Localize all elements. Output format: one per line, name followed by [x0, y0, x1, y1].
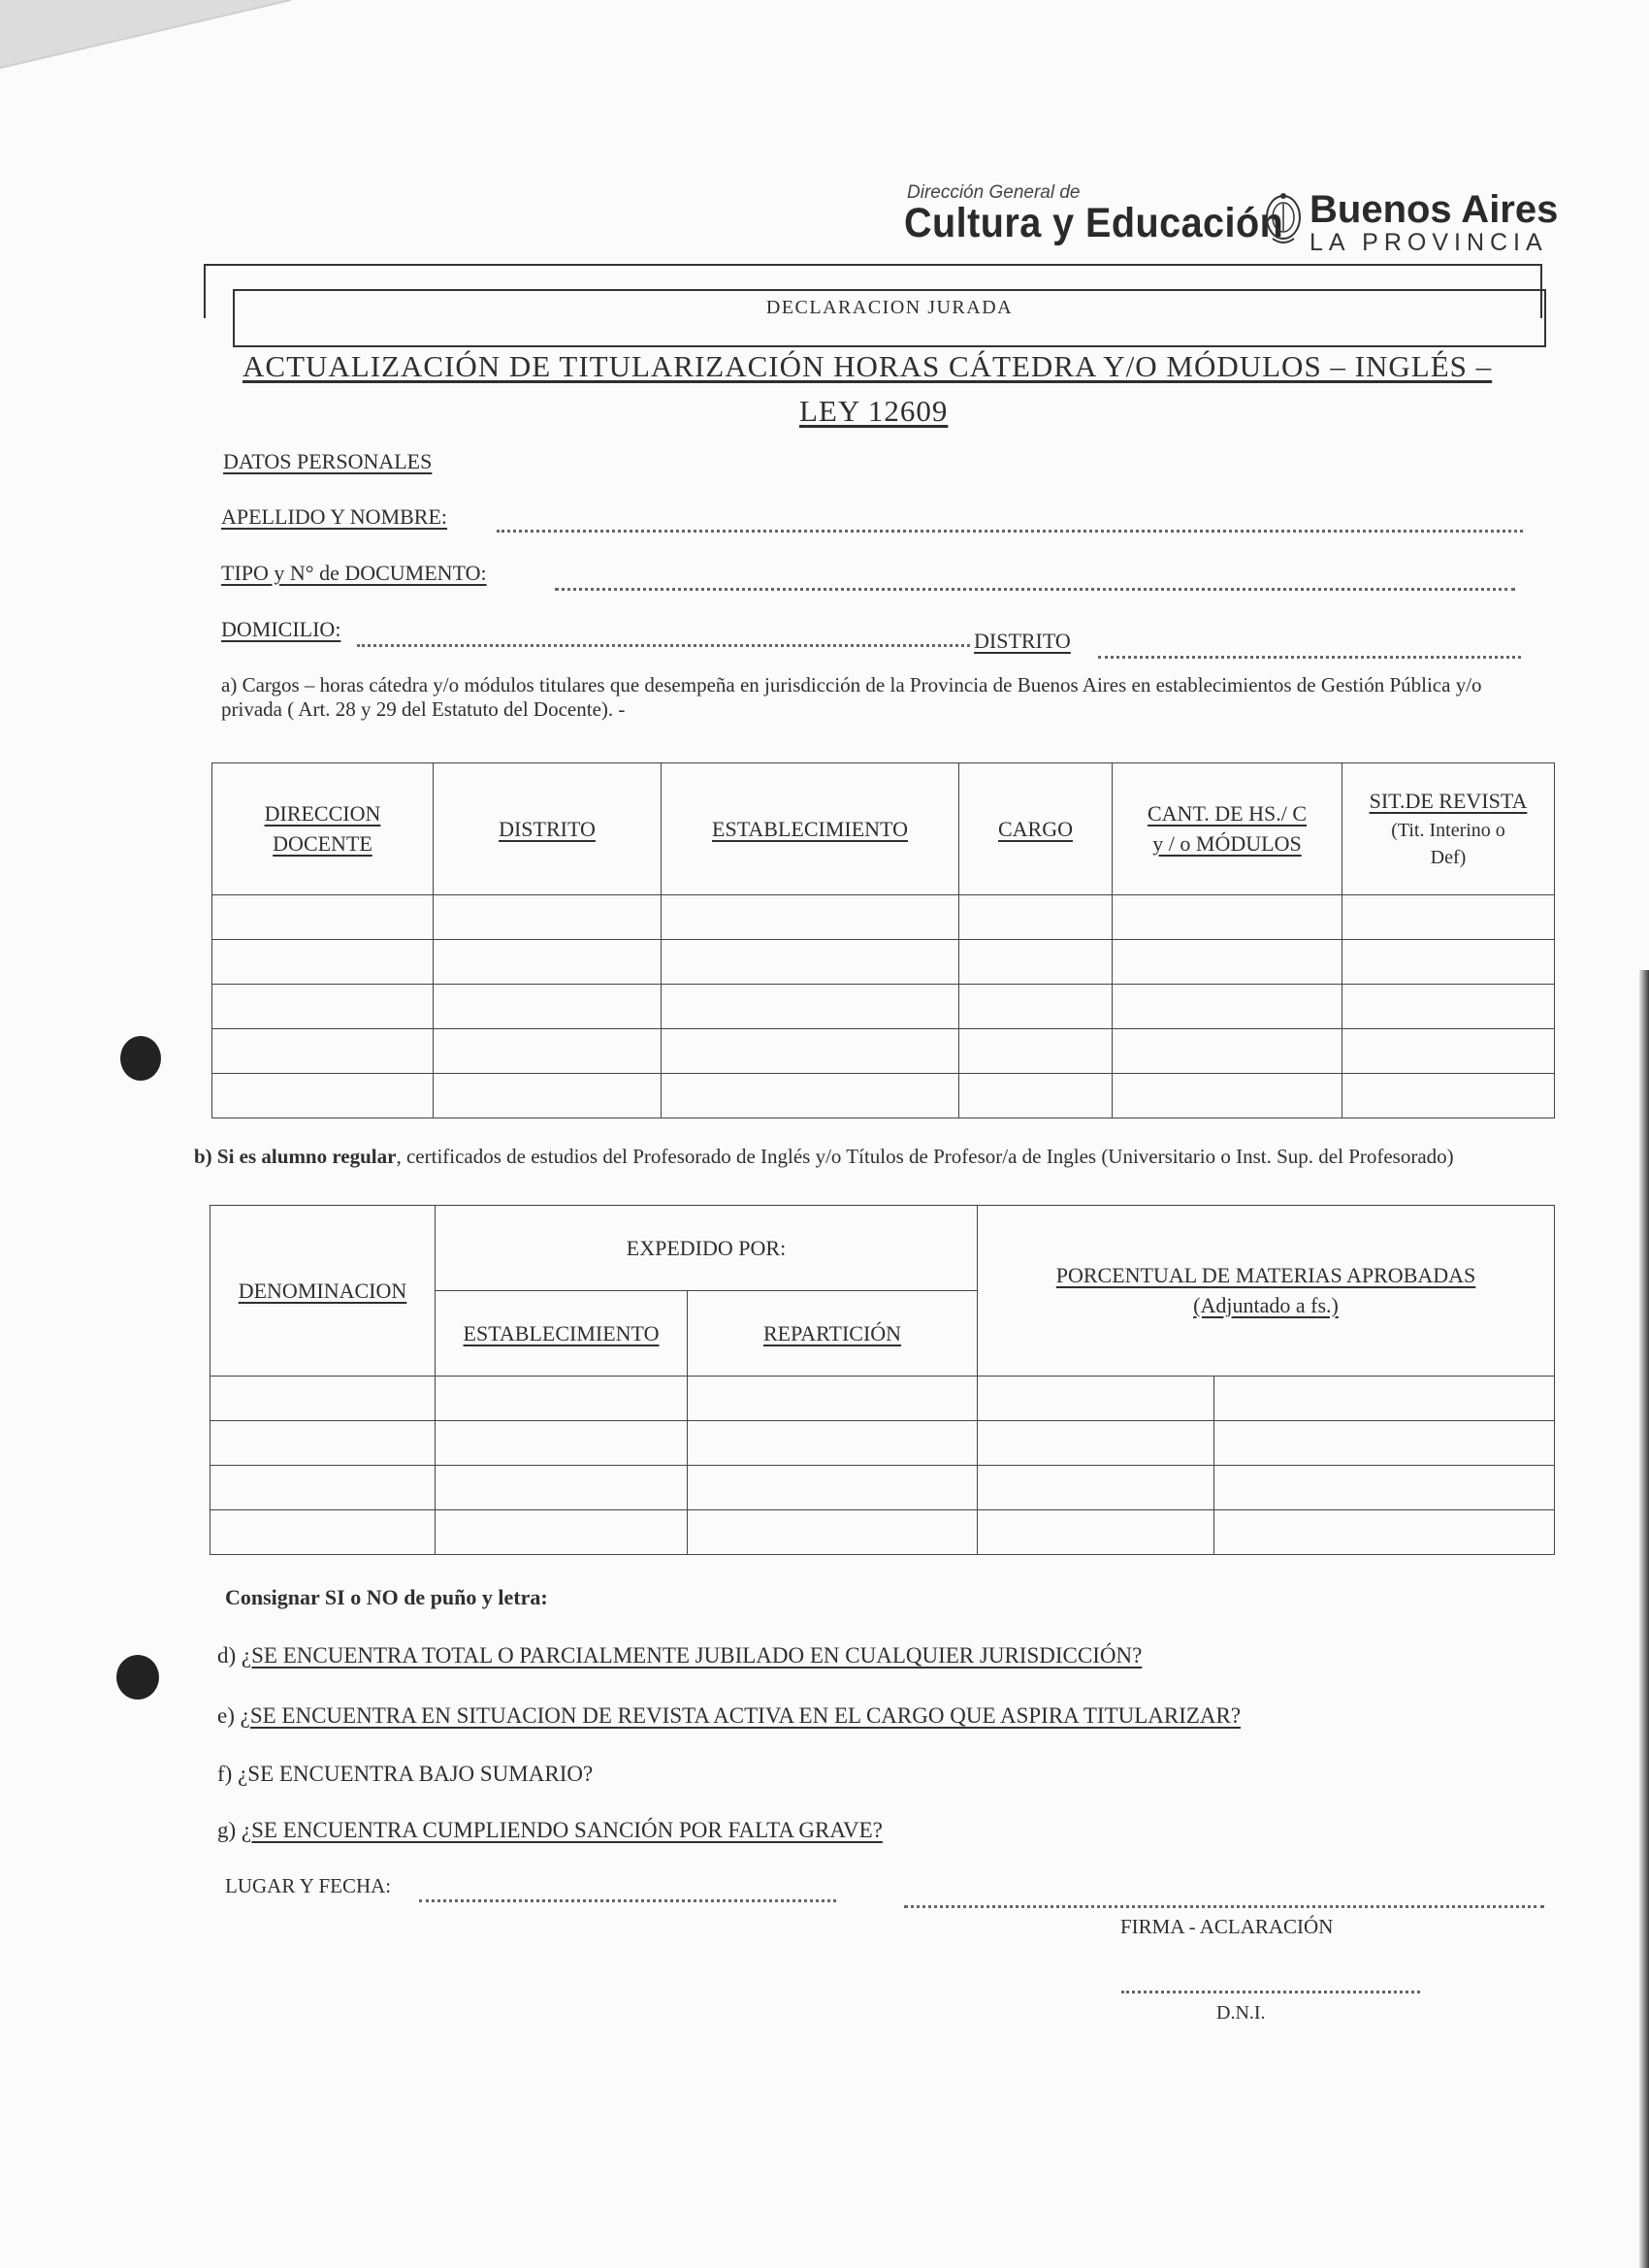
col-porcentual-label: PORCENTUAL DE MATERIAS APROBADAS [1055, 1262, 1476, 1287]
table-cell[interactable] [210, 1466, 436, 1510]
table-cell[interactable] [1342, 895, 1555, 940]
col-expedido-por: EXPEDIDO POR: [436, 1206, 978, 1291]
section-b-text [194, 1145, 1533, 1169]
table-cell[interactable] [434, 1074, 662, 1118]
table-cell[interactable] [1342, 985, 1555, 1029]
district-label: DISTRITO [974, 629, 1071, 653]
col-reparticion: REPARTICIÓN [688, 1291, 978, 1377]
table-cell[interactable] [978, 1466, 1214, 1510]
table-cell[interactable] [959, 940, 1113, 985]
signature-field[interactable] [904, 1905, 1544, 1908]
binder-hole [120, 1036, 161, 1081]
col-cant-hs-label: CANT. DE HS./ C [1148, 800, 1307, 826]
col-establecimiento-b: ESTABLECIMIENTO [436, 1291, 688, 1377]
place-date-label: LUGAR Y FECHA: [225, 1874, 392, 1897]
table-cell[interactable] [1342, 1029, 1555, 1074]
col-direccion-docente [212, 763, 434, 895]
table-cell[interactable] [662, 940, 959, 985]
name-label: APELLIDO Y NOMBRE: [221, 504, 448, 529]
table-cell[interactable] [210, 1421, 436, 1466]
table-cell[interactable] [1214, 1421, 1555, 1466]
table-cell[interactable] [662, 1029, 959, 1074]
page-edge-shadow [1639, 970, 1649, 2268]
table-cell[interactable] [688, 1377, 978, 1421]
personal-data-heading: DATOS PERSONALES [223, 449, 433, 473]
instruction-text: Consignar SI o NO de puño y letra: [225, 1585, 548, 1609]
table-cell[interactable] [212, 985, 434, 1029]
table-cell[interactable] [662, 1074, 959, 1118]
letterhead-province-name: Buenos Aires [1310, 188, 1559, 231]
col-establecimiento: ESTABLECIMIENTO [662, 763, 959, 895]
table-cell[interactable] [436, 1421, 688, 1466]
table-cell[interactable] [662, 985, 959, 1029]
table-cell[interactable] [436, 1377, 688, 1421]
table-cell[interactable] [210, 1510, 436, 1555]
table-row [212, 940, 1555, 985]
col-modulos-label: y / o MÓDULOS [1152, 830, 1302, 856]
table-cell[interactable] [959, 985, 1113, 1029]
table-row [210, 1510, 1555, 1555]
section-a-text: a) Cargos – horas cátedra y/o módulos titulares que desempeña en jurisdicción de la Provincia de Buenos Aires en establecimientos de Gestión Pública y/o privada ( Art. 28 y 29 del Estatuto del Docente). - [221, 673, 1482, 722]
table-cell[interactable] [212, 940, 434, 985]
form-title-line2: LEY 12609 [799, 394, 949, 428]
letterhead-province-label: LA PROVINCIA [1310, 229, 1548, 256]
table-cell[interactable] [212, 1074, 434, 1118]
section-b-lead: b) Si es alumno regular [194, 1145, 397, 1168]
question-e [217, 1703, 1241, 1729]
table-cell[interactable] [1113, 940, 1342, 985]
col-cargo: CARGO [959, 763, 1113, 895]
document-label: TIPO y N° de DOCUMENTO: [221, 561, 487, 585]
table-cell[interactable] [1214, 1466, 1555, 1510]
col-sit-revista-label: SIT.DE REVISTA [1369, 789, 1528, 814]
table-cell[interactable] [1214, 1510, 1555, 1555]
table-cell[interactable] [434, 985, 662, 1029]
table-cell[interactable] [978, 1510, 1214, 1555]
question-e-prefix: e) [217, 1703, 241, 1728]
col-adjuntado-label: (Adjuntado a fs.) [1193, 1292, 1339, 1317]
question-g [217, 1818, 883, 1843]
col-sit-revista [1342, 763, 1555, 895]
table-cell[interactable] [959, 895, 1113, 940]
table-row [210, 1466, 1555, 1510]
table-cell[interactable] [436, 1510, 688, 1555]
col-docente-label: DOCENTE [273, 830, 372, 856]
place-date-field[interactable] [419, 1899, 836, 1902]
col-porcentual [978, 1206, 1555, 1377]
dni-field[interactable] [1121, 1991, 1420, 1993]
table-row [212, 1074, 1555, 1118]
col-distrito: DISTRITO [434, 763, 662, 895]
question-g-prefix: g) [217, 1818, 242, 1842]
table-cell[interactable] [662, 895, 959, 940]
table-cell[interactable] [978, 1377, 1214, 1421]
question-e-text: ¿SE ENCUENTRA EN SITUACION DE REVISTA ACTIVA EN EL CARGO QUE ASPIRA TITULARIZAR? [240, 1703, 1242, 1728]
table-cell[interactable] [210, 1377, 436, 1421]
table-cell[interactable] [1113, 1074, 1342, 1118]
question-f-prefix: f) [217, 1762, 239, 1786]
table-cell[interactable] [1113, 1029, 1342, 1074]
letterhead-agency-small: Dirección General de [907, 182, 1081, 203]
question-f-text: ¿SE ENCUENTRA BAJO SUMARIO? [238, 1762, 594, 1786]
address-label: DOMICILIO: [221, 617, 341, 641]
table-cell[interactable] [1214, 1377, 1555, 1421]
table-cell[interactable] [212, 895, 434, 940]
section-a-table [211, 762, 1555, 1118]
col-cant-hs-modulos [1113, 763, 1342, 895]
section-b-rest: , certificados de estudios del Profesorado de Inglés y/o Títulos de Profesor/a de Ingles (Universitario o Inst. Sup. del Profesorado) [396, 1145, 1454, 1168]
col-direccion-label: DIRECCION [264, 800, 381, 826]
district-field[interactable] [1098, 656, 1521, 659]
province-seal-icon [1263, 190, 1304, 248]
address-field[interactable] [357, 644, 970, 647]
table-row [210, 1421, 1555, 1466]
table-cell[interactable] [212, 1029, 434, 1074]
name-field[interactable] [497, 530, 1523, 533]
question-d-text: ¿SE ENCUENTRA TOTAL O PARCIALMENTE JUBILADO EN CUALQUIER JURISDICCIÓN? [241, 1643, 1143, 1668]
table-row [212, 985, 1555, 1029]
form-title-line1: ACTUALIZACIÓN DE TITULARIZACIÓN HORAS CÁTEDRA Y/O MÓDULOS – INGLÉS – [242, 349, 1493, 383]
table-cell[interactable] [959, 1074, 1113, 1118]
table-cell[interactable] [434, 895, 662, 940]
question-d-prefix: d) [217, 1643, 242, 1668]
table-cell[interactable] [688, 1466, 978, 1510]
table-cell[interactable] [978, 1421, 1214, 1466]
table-cell[interactable] [688, 1510, 978, 1555]
question-g-text: ¿SE ENCUENTRA CUMPLIENDO SANCIÓN POR FALTA GRAVE? [241, 1818, 883, 1842]
table-cell[interactable] [1113, 985, 1342, 1029]
table-row [210, 1377, 1555, 1421]
table-cell[interactable] [1342, 1074, 1555, 1118]
signature-label: FIRMA - ACLARACIÓN [1120, 1915, 1334, 1938]
table-cell[interactable] [688, 1421, 978, 1466]
table-cell[interactable] [1342, 940, 1555, 985]
letterhead-agency-name: Cultura y Educación [904, 200, 1284, 246]
dni-label: D.N.I. [1216, 2002, 1266, 2024]
table-row [212, 895, 1555, 940]
table-cell[interactable] [1113, 895, 1342, 940]
question-f [217, 1762, 593, 1787]
question-d [217, 1643, 1142, 1669]
table-cell[interactable] [959, 1029, 1113, 1074]
declaration-heading: DECLARACION JURADA [765, 297, 1014, 318]
col-denominacion: DENOMINACION [210, 1206, 436, 1377]
table-cell[interactable] [434, 940, 662, 985]
col-sit-revista-note: (Tit. Interino o [1391, 819, 1505, 841]
binder-hole [116, 1655, 159, 1700]
table-cell[interactable] [434, 1029, 662, 1074]
table-row [212, 1029, 1555, 1074]
document-field[interactable] [555, 588, 1515, 591]
col-sit-revista-note2: Def) [1430, 846, 1467, 868]
table-cell[interactable] [436, 1466, 688, 1510]
section-b-table [210, 1205, 1555, 1555]
